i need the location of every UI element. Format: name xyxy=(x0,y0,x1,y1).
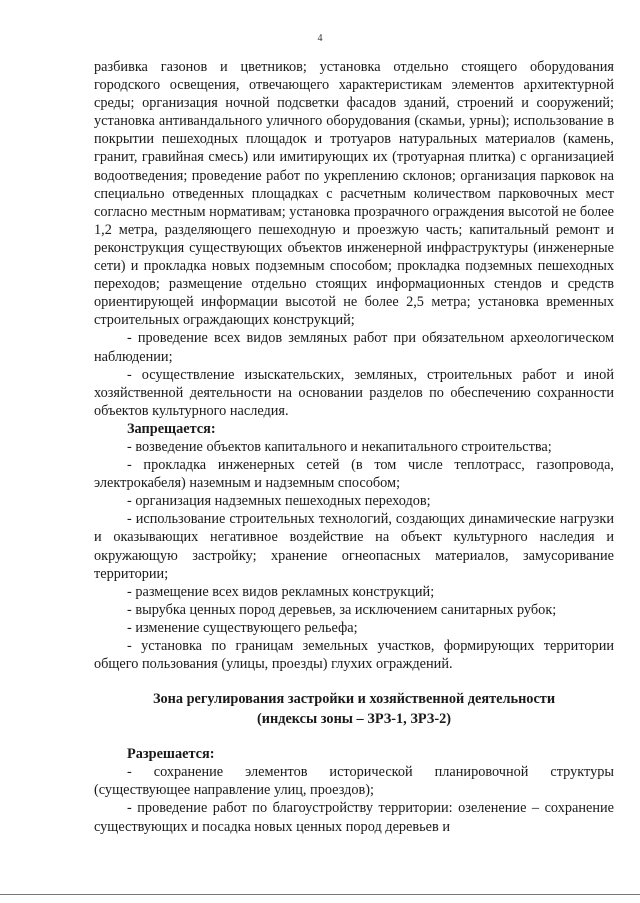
document-body xyxy=(94,58,614,836)
prohibited-item: - прокладка инженерных сетей (в том числе теплотрасс, газопровода, электрокабеля) наземным и надземным способом; xyxy=(94,457,614,492)
prohibited-item: - организация надземных пешеходных переходов; xyxy=(127,493,431,510)
prohibited-item: - вырубка ценных пород деревьев, за исключением санитарных рубок; xyxy=(127,601,557,618)
prohibited-item: - изменение существующего рельефа; xyxy=(127,619,358,636)
zone-title-line2: (индексы зоны – ЗРЗ-1, ЗРЗ-2) xyxy=(256,711,451,728)
page-number: 4 xyxy=(317,33,323,44)
prohibited-item: - установка по границам земельных участков, формирующих территории общего пользования (улицы, проезды) глухих ограждений. xyxy=(94,638,614,673)
allowed-item: - проведение работ по благоустройству территории: озеленение – сохранение существующих и посадка новых ценных пород деревьев и xyxy=(94,800,614,835)
paragraph: разбивка газонов и цветников; установка отдельно стоящего оборудования городского освещения, отвечающего характеристикам элементов архитектурной среды; организация ночной подсветки фасадов зданий, строений и сооружений; установка антивандального уличного оборудования (скамьи, урны); использование в покрытии пешеходных площадок и тротуаров натуральных материалов (камень, гранит, гравийная смесь) или имитирующих их (тротуарная плитка) с организацией водоотведения; проведение работ по укреплению склонов; организация парковок на специально отведенных площадках с расчетным количеством парковочных мест согласно местным нормативам; установка прозрачного ограждения высотой не более 1,2 метра, разделяющего пешеходную и проезжую часть; капитальный ремонт и реконструкция существующих объектов инженерной инфраструктуры (инженерные сети) и прокладка новых подземным способом; прокладка подземных пешеходных переходов; размещение отдельно стоящих информационных стендов и средств ориентирующей информации высотой не более 2,5 метра; установка временных строительных ограждающих конструкций; xyxy=(94,59,614,329)
allowed-heading: Разрешается: xyxy=(127,746,215,763)
allowed-item: - сохранение элементов исторической планировочной структуры (существующее направление улиц, проездов); xyxy=(94,764,614,799)
spacer xyxy=(94,673,614,689)
prohibited-item: - возведение объектов капитального и некапитального строительства; xyxy=(127,438,552,455)
zone-title-line1: Зона регулирования застройки и хозяйственной деятельности xyxy=(152,691,556,708)
list-item: - проведение всех видов земляных работ при обязательном археологическом наблюдении; xyxy=(94,330,614,365)
list-item: - осуществление изыскательских, земляных, строительных работ и иной хозяйственной деятельности на основании разделов по обеспечению сохранности объектов культурного наследия. xyxy=(94,366,614,419)
prohibited-heading: Запрещается: xyxy=(127,420,216,437)
prohibited-item: - использование строительных технологий, создающих динамические нагрузки и оказывающих негативное воздействие на объект культурного наследия и окружающую застройку; хранение огнеопасных материалов, замусоривание территории; xyxy=(94,511,614,582)
spacer xyxy=(94,729,614,745)
prohibited-item: - размещение всех видов рекламных конструкций; xyxy=(127,583,435,600)
page-bottom-divider xyxy=(0,894,640,895)
